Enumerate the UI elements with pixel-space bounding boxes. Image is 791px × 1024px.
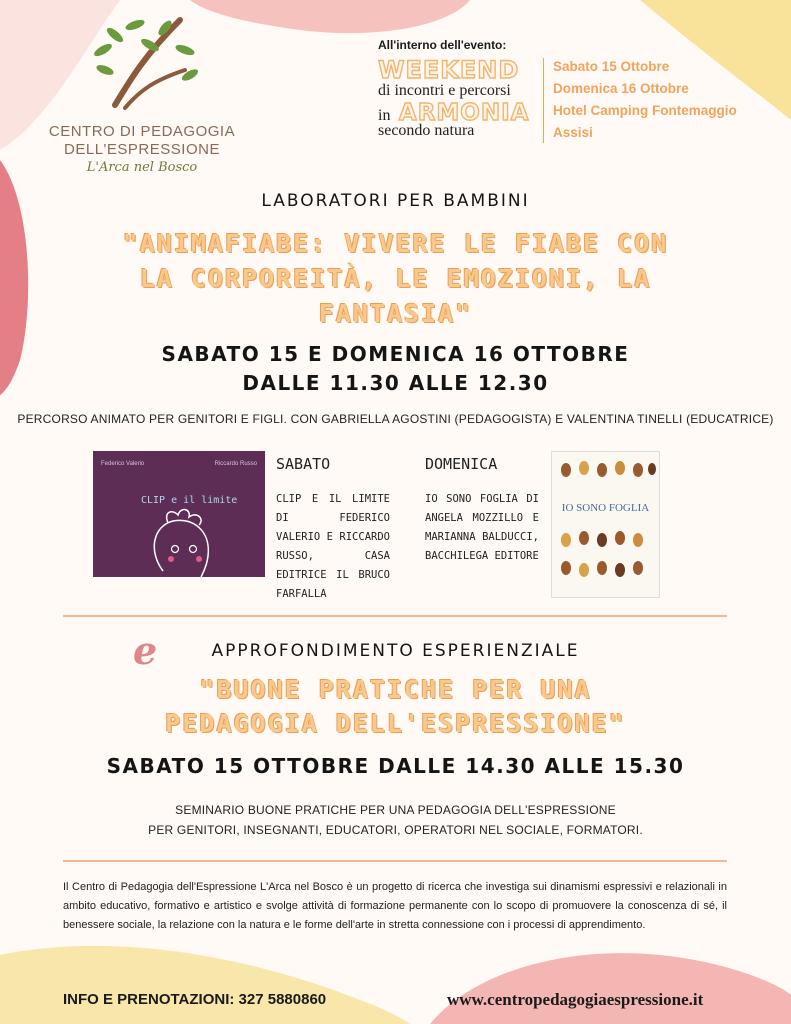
book-cover-author2: Riccardo Russo bbox=[214, 461, 257, 467]
second-title-line1: "BUONE PRATICHE PER UNA bbox=[199, 675, 592, 704]
book-cover-clip bbox=[93, 451, 265, 577]
labs-when-line1: SABATO 15 E DOMENICA 16 OTTOBRE bbox=[161, 342, 630, 366]
about-paragraph: Il Centro di Pedagogia dell'Espressione L'Arca nel Bosco è un progetto di ricerca che investiga sui dinamismi espressivi e relazionali in ambito educativo, formativo e artistico e svolge attività di formazione permanente con lo scopo di promuovere la conoscenza di sé, il benessere sociale, la relazione con la natura e le forme dell'arte in stretta connessione con i processi di apprendimento. bbox=[63, 881, 727, 931]
section-divider-1 bbox=[63, 615, 727, 617]
event-divider bbox=[543, 58, 544, 143]
yellow-bottom-left-blob bbox=[0, 946, 410, 1024]
conjunction-e: e bbox=[133, 628, 158, 673]
logo-subtitle: L'Arca nel Bosco bbox=[86, 160, 198, 175]
second-description bbox=[0, 800, 791, 840]
second-desc-line2: PER GENITORI, INSEGNANTI, EDUCATORI, OPERATORI NEL SOCIALE, FORMATORI. bbox=[148, 823, 643, 837]
leaf-figures bbox=[552, 452, 659, 597]
second-title-line2: PEDAGOGIA DELL'ESPRESSIONE" bbox=[165, 709, 626, 738]
event-line3-prefix: in bbox=[378, 107, 391, 124]
labs-title-line3: FANTASIA" bbox=[318, 299, 473, 328]
book-cover-title: CLIP e il limite bbox=[141, 495, 238, 506]
event-line2: di incontri e percorsi bbox=[378, 82, 511, 99]
logo-title-line2: DELL'ESPRESSIONE bbox=[64, 141, 220, 158]
second-heading: APPROFONDIMENTO ESPERIENZIALE bbox=[211, 641, 580, 661]
saturday-label: SABATO bbox=[276, 455, 331, 473]
section-divider-2 bbox=[63, 860, 727, 862]
face-drawing bbox=[93, 451, 265, 577]
book-cover-foglia bbox=[551, 451, 660, 598]
labs-when bbox=[0, 340, 791, 398]
event-city: Assisi bbox=[553, 125, 593, 140]
pink-bottom-right-blob bbox=[430, 953, 791, 1024]
olive-branch-logo bbox=[85, 10, 205, 115]
event-intro: All'interno dell'evento: bbox=[378, 38, 507, 52]
labs-heading: LABORATORI PER BAMBINI bbox=[261, 191, 530, 211]
sunday-label: DOMENICA bbox=[425, 455, 498, 473]
labs-description: PERCORSO ANIMATO PER GENITORI E FIGLI. CON GABRIELLA AGOSTINI (PEDAGOGISTA) E VALENTINA TINELLI (EDUCATRICE) bbox=[17, 412, 774, 426]
book-cover-author1: Federico Valerio bbox=[101, 461, 145, 467]
second-desc-line1: SEMINARIO BUONE PRATICHE PER UNA PEDAGOGIA DELL'ESPRESSIONE bbox=[175, 803, 616, 817]
pink-top-blob bbox=[190, 0, 470, 33]
labs-title-line1: "ANIMAFIABE: VIVERE LE FIABE CON bbox=[122, 229, 669, 258]
second-title bbox=[0, 673, 791, 741]
event-date1: Sabato 15 Ottobre bbox=[553, 59, 670, 74]
second-when: SABATO 15 OTTOBRE DALLE 14.30 ALLE 15.30 bbox=[106, 754, 685, 778]
footer-website[interactable]: www.centropedagogiaespressione.it bbox=[447, 990, 704, 1009]
armonia-logotype: ARMONIA bbox=[398, 100, 530, 126]
sunday-text: IO SONO FOGLIA DI ANGELA MOZZILLO E MARIANNA BALDUCCI, BACCHILEGA EDITORE bbox=[425, 493, 539, 562]
labs-title bbox=[0, 226, 791, 331]
book-cover-foglia-title: IO SONO FOGLIA bbox=[561, 502, 650, 514]
saturday-text: CLIP E IL LIMITE DI FEDERICO VALERIO E RICCARDO RUSSO, CASA EDITRICE IL BRUCO FARFALLA bbox=[276, 493, 390, 600]
event-details bbox=[553, 56, 737, 144]
event-date2: Domenica 16 Ottobre bbox=[553, 81, 689, 96]
logo-title bbox=[42, 123, 242, 158]
event-line4: secondo natura bbox=[378, 122, 475, 139]
labs-title-line2: LA CORPOREITÀ, LE EMOZIONI, LA bbox=[139, 264, 652, 293]
logo-title-line1: CENTRO DI PEDAGOGIA bbox=[48, 123, 236, 140]
footer-contact: INFO E PRENOTAZIONI: 327 5880860 bbox=[63, 991, 327, 1008]
labs-when-line2: DALLE 11.30 ALLE 12.30 bbox=[242, 371, 549, 395]
weekend-logotype: WEEKEND bbox=[378, 56, 520, 84]
event-place: Hotel Camping Fontemaggio bbox=[553, 103, 737, 118]
